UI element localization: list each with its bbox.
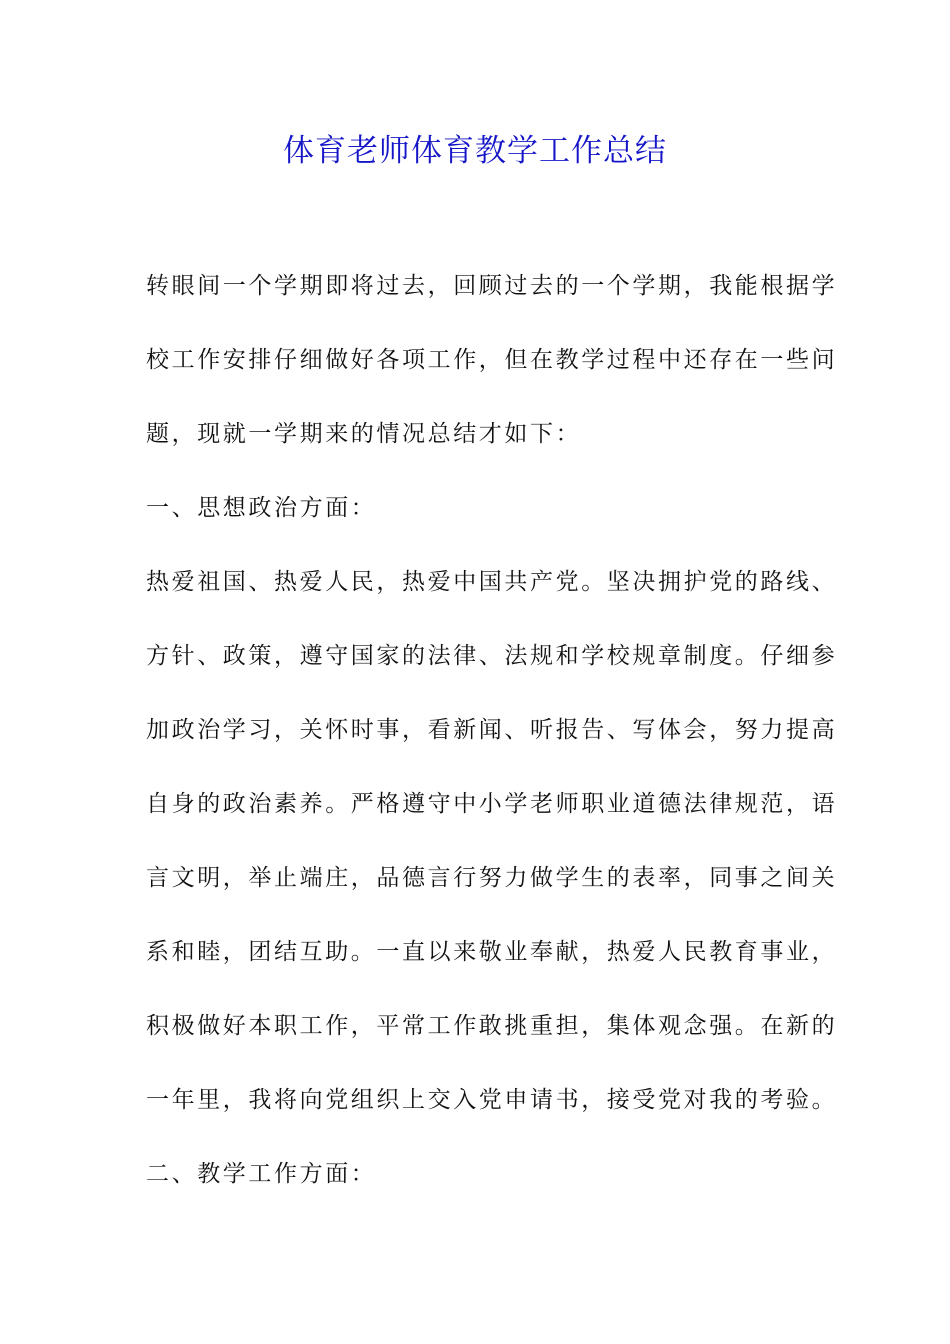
section-heading: 二、教学工作方面：	[146, 1161, 377, 1187]
paragraph-line: 言文明，举止端庄，品德言行努力做学生的表率，同事之间关	[146, 865, 838, 891]
paragraph-line: 校工作安排仔细做好各项工作，但在教学过程中还存在一些问	[146, 347, 838, 373]
paragraph-line: 热爱祖国、热爱人民，热爱中国共产党。坚决拥护党的路线、	[146, 569, 838, 595]
document-title: 体育老师体育教学工作总结	[283, 133, 667, 169]
paragraph-line: 自身的政治素养。严格遵守中小学老师职业道德法律规范，语	[146, 791, 838, 817]
section-heading: 一、思想政治方面：	[146, 495, 377, 521]
paragraph-line: 系和睦，团结互助。一直以来敬业奉献，热爱人民教育事业，	[146, 939, 838, 965]
paragraph-line: 转眼间一个学期即将过去，回顾过去的一个学期，我能根据学	[146, 273, 838, 299]
paragraph-line: 加政治学习，关怀时事，看新闻、听报告、写体会，努力提高	[146, 717, 838, 743]
paragraph-line: 一年里，我将向党组织上交入党申请书，接受党对我的考验。	[146, 1087, 838, 1113]
paragraph-line: 题，现就一学期来的情况总结才如下：	[146, 421, 582, 447]
paragraph-line: 方针、政策，遵守国家的法律、法规和学校规章制度。仔细参	[146, 643, 838, 669]
paragraph-line: 积极做好本职工作，平常工作敢挑重担，集体观念强。在新的	[146, 1013, 838, 1039]
